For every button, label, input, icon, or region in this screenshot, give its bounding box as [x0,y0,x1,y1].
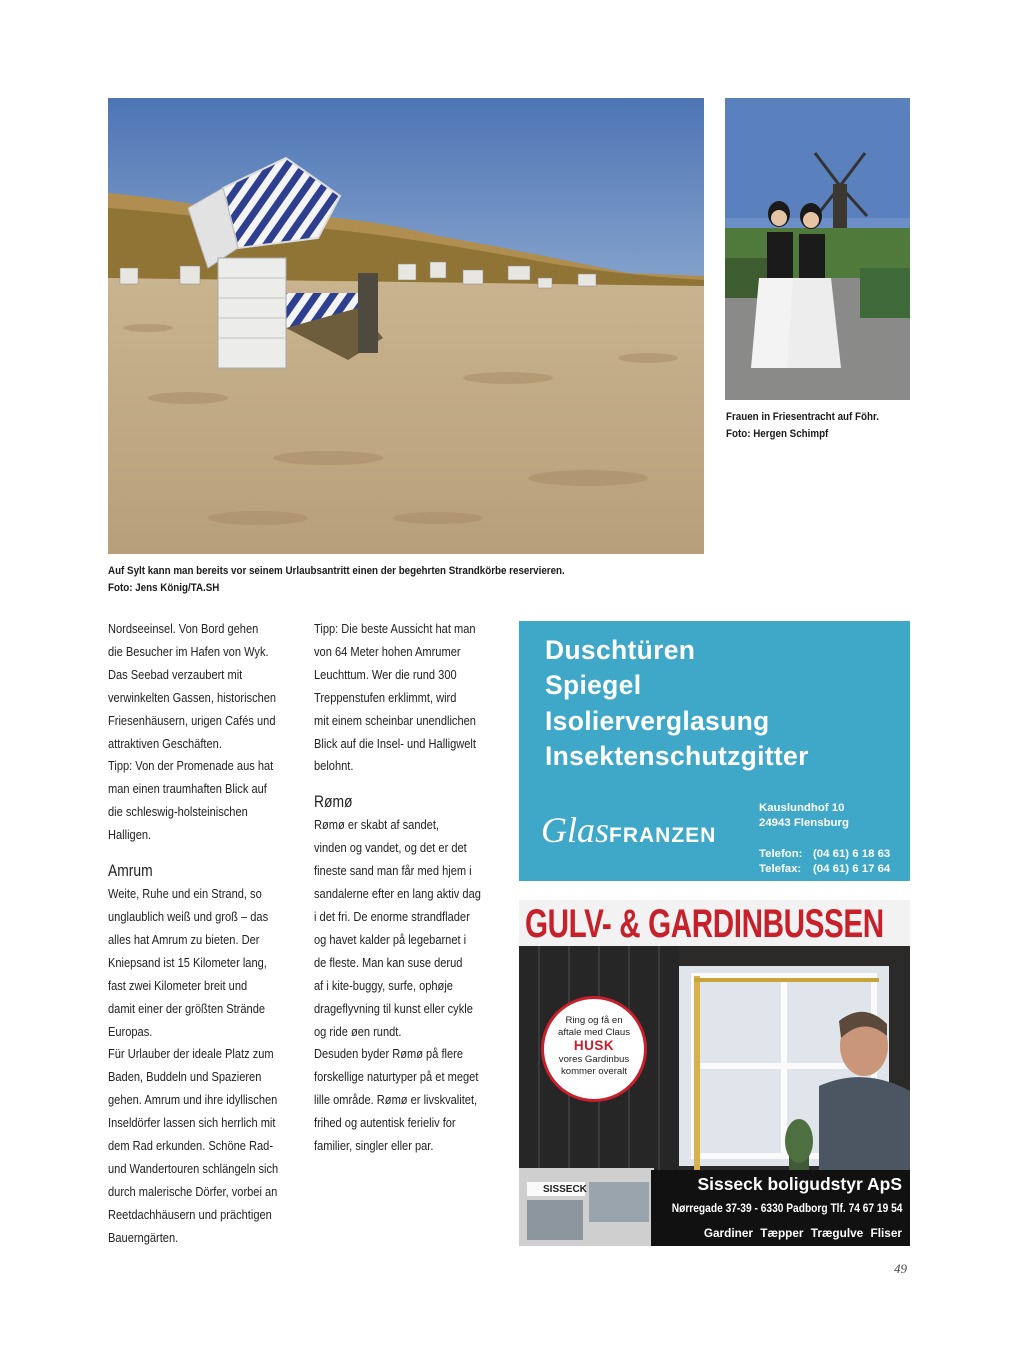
fax-row [759,862,890,877]
caption-credit: Foto: Hergen Schimpf [726,428,829,440]
ad-headline: GULV- & GARDINBUSSEN [525,902,884,946]
page-number: 49 [894,1261,907,1276]
text-line: af i kite-buggy, surfe, ophøje [314,977,453,993]
text-line: Weite, Ruhe und ein Strand, so [108,886,262,902]
contact-numbers [759,847,890,876]
text-line: og havet kalder på legebarnet i [314,931,467,947]
text-line: Blick auf die Insel- und Halligwelt [314,735,476,751]
text-line: Kniepsand ist 15 Kilometer lang, [108,954,267,970]
phone-label: Telefon: [759,848,803,860]
phone-row [759,847,890,862]
text-line: familier, singler eller par. [314,1138,434,1154]
phone-number: (04 61) 6 18 63 [813,848,891,860]
product-item: Spiegel [545,670,642,701]
column-body [108,883,278,1250]
text-line: und Wandertouren schlängeln sich [108,1160,279,1176]
section-heading-romo: Rømø [314,793,353,812]
text-line: Treppenstufen erklimmt, wird [314,689,457,705]
text-line: Bauerngärten. [108,1229,179,1245]
address-line: 24943 Flensburg [759,817,849,829]
text-line: die schleswig-holsteinischen [108,804,248,820]
logo-script: Glas [541,810,610,850]
caption-credit: Foto: Jens König/TA.SH [108,582,220,594]
text-line: Nordseeinsel. Von Bord gehen [108,621,259,636]
text-line: Baden, Buddeln und Spazieren [108,1069,262,1085]
fax-number: (04 61) 6 17 64 [813,862,891,875]
text-line: gehen. Amrum und ihre idyllischen [108,1092,278,1108]
text-line: forskellige naturtyper på et meget [314,1069,479,1085]
address-line: Kauslundhof 10 [759,802,845,814]
column-intro [108,618,278,847]
ad-footer [651,1170,910,1246]
logo-bold: FRANZEN [609,824,717,847]
text-line: dem Rad erkunden. Schöne Rad- [108,1138,274,1154]
badge-text: Ring og få en aftale med Claus [558,1015,630,1038]
text-column-1 [108,618,278,1250]
text-line: Für Urlauber der ideale Platz zum [108,1046,274,1062]
text-line: i det fri. De enorme strandflader [314,908,470,924]
glas-franzen-ad[interactable] [519,621,910,881]
text-line: von 64 Meter hohen Amrumer [314,643,461,659]
beach-photo [108,98,704,554]
text-line: durch malerische Dörfer, vorbei an [108,1183,278,1199]
company-name: Sisseck boligudstyr ApS [697,1174,902,1194]
shop-sign: SISSECK [543,1184,587,1195]
company-address: Nørregade 37-39 - 6330 Padborg Tlf. 74 67 19 54 [671,1201,902,1215]
text-line: sandalerne efter en lang aktiv dag [314,886,481,902]
ad-headline-bar [519,900,910,946]
text-line: Friesenhäusern, urigen Cafés und [108,712,276,728]
caption-text: Frauen in Friesentracht auf Föhr. [726,411,879,423]
call-to-action-badge [541,996,647,1102]
product-list: Gardiner Tæpper Trægulve Fliser [703,1226,902,1240]
text-line: drageflyvning til kunst eller cykle [314,1000,473,1016]
text-line: Rømø er skabt af sandet, [314,817,439,833]
product-list [545,633,809,774]
gulv-gardinbussen-ad[interactable] [519,900,910,1246]
text-line: vinden og vandet, og det er det [314,840,467,856]
text-line: unglaublich weiß und groß – das [108,908,269,924]
column-intro [314,618,481,778]
text-line: Tipp: Von der Promenade aus hat [108,758,274,774]
text-line: Halligen. [108,827,152,843]
section-heading-amrum: Amrum [108,862,153,881]
text-line: Leuchttum. Wer die rund 300 [314,666,457,682]
text-line: de fleste. Man kan suse derud [314,954,463,970]
text-line: fast zwei Kilometer breit und [108,977,248,993]
text-line: lille område. Rømø er livskvalitet, [314,1092,478,1108]
friesentracht-photo [725,98,910,400]
fax-label: Telefax: [759,862,802,875]
caption-text: Auf Sylt kann man bereits vor seinem Urlaubsantritt einen der begehrten Strandkörbe reservieren. [108,565,565,577]
text-line: Das Seebad verzaubert mit [108,666,243,682]
product-item: Insektenschutzgitter [545,740,809,771]
text-line: Europas. [108,1023,153,1039]
badge-highlight: HUSK [573,1038,615,1053]
text-line: Tipp: Die beste Aussicht hat man [314,621,476,636]
side-photo-caption [726,409,879,443]
text-line: fineste sand man får med hjem i [314,863,472,879]
product-item: Duschtüren [545,635,696,665]
badge-text: vores Gardinbus kommer overalt [558,1054,630,1077]
text-line: man einen traumhaften Blick auf [108,781,267,797]
text-line: Desuden byder Rømø på flere [314,1046,463,1062]
text-line: og ride øen rundt. [314,1023,402,1039]
text-line: verwinkelten Gassen, historischen [108,689,277,705]
text-line: belohnt. [314,758,354,774]
text-line: alles hat Amrum zu bieten. Der [108,931,260,947]
column-body [314,814,481,1158]
text-line: Reetdachhäusern und prächtigen [108,1206,272,1222]
text-line: die Besucher im Hafen von Wyk. [108,643,269,659]
product-item: Isolierverglasung [545,705,770,736]
main-photo-caption [108,563,565,597]
company-address [759,801,849,831]
glas-franzen-logo [541,809,716,851]
text-line: Inseldörfer lassen sich herrlich mit [108,1115,276,1131]
text-line: mit einem scheinbar unendlichen [314,712,476,728]
text-line: damit einer der größten Strände [108,1000,266,1016]
text-line: attraktiven Geschäften. [108,735,222,751]
text-line: frihed og autentisk ferieliv for [314,1115,456,1131]
text-column-2 [314,618,481,1158]
